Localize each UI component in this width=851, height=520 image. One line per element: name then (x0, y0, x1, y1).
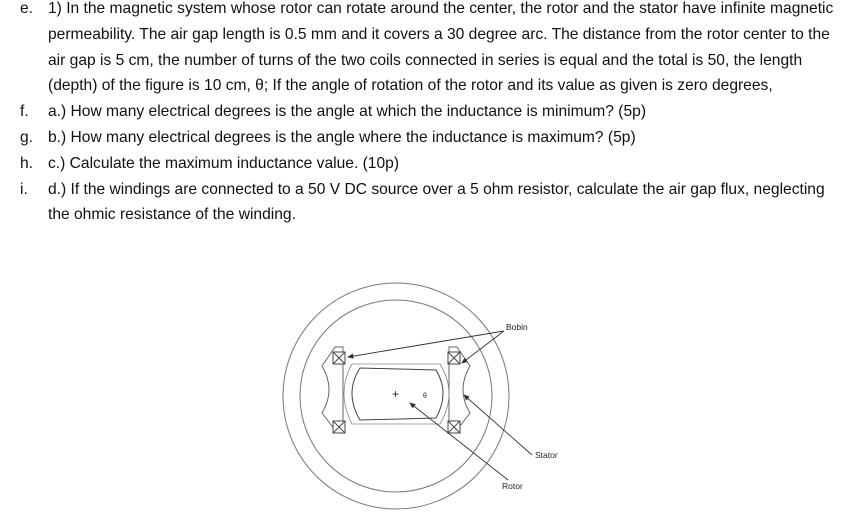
list-item-text: 1) In the magnetic system whose rotor can rotate around the center, the rotor and the stator have infinite magnetic permeability. The air gap length is 0.5 mm and it covers a 30 degree arc. The distance from the rotor center to the air gap is 5 cm, the number of turns of the two coils connected in series is equal and the total is 50, the length (depth) of the figure is 10 cm, θ; If the angle of rotation of the rotor and its value as given is zero degrees, (48, 0, 834, 95)
theta-label: θ (423, 393, 427, 400)
list-marker: e. (20, 0, 34, 17)
list-marker: i. (20, 180, 28, 198)
list-item-text: c.) Calculate the maximum inductance value. (10p) (48, 154, 400, 172)
list-marker: g. (20, 128, 34, 146)
coil-box (333, 352, 345, 364)
stator-label: Stator (535, 450, 558, 460)
list-marker: f. (20, 103, 29, 121)
coil-box (448, 421, 460, 433)
list-marker: h. (20, 154, 34, 172)
list-item-text: a.) How many electrical degrees is the angle at which the inductance is minimum? (5p) (48, 103, 647, 121)
list-item-text: b.) How many electrical degrees is the angle where the inductance is maximum? (5p) (48, 128, 636, 146)
coil-box (448, 352, 460, 364)
bobbin-leader-left (348, 331, 504, 357)
rotor-center-mark: + (392, 387, 400, 401)
coil-box (333, 421, 345, 433)
list-item-text: d.) If the windings are connected to a 50 V DC source over a 5 ohm resistor, calculate the air gap flux, neglecting the ohmic resistance of the winding. (48, 180, 825, 224)
stator-leader (464, 395, 532, 455)
bobbin-label: Bobin (506, 322, 528, 332)
rotor-label: Rotor (502, 481, 523, 491)
